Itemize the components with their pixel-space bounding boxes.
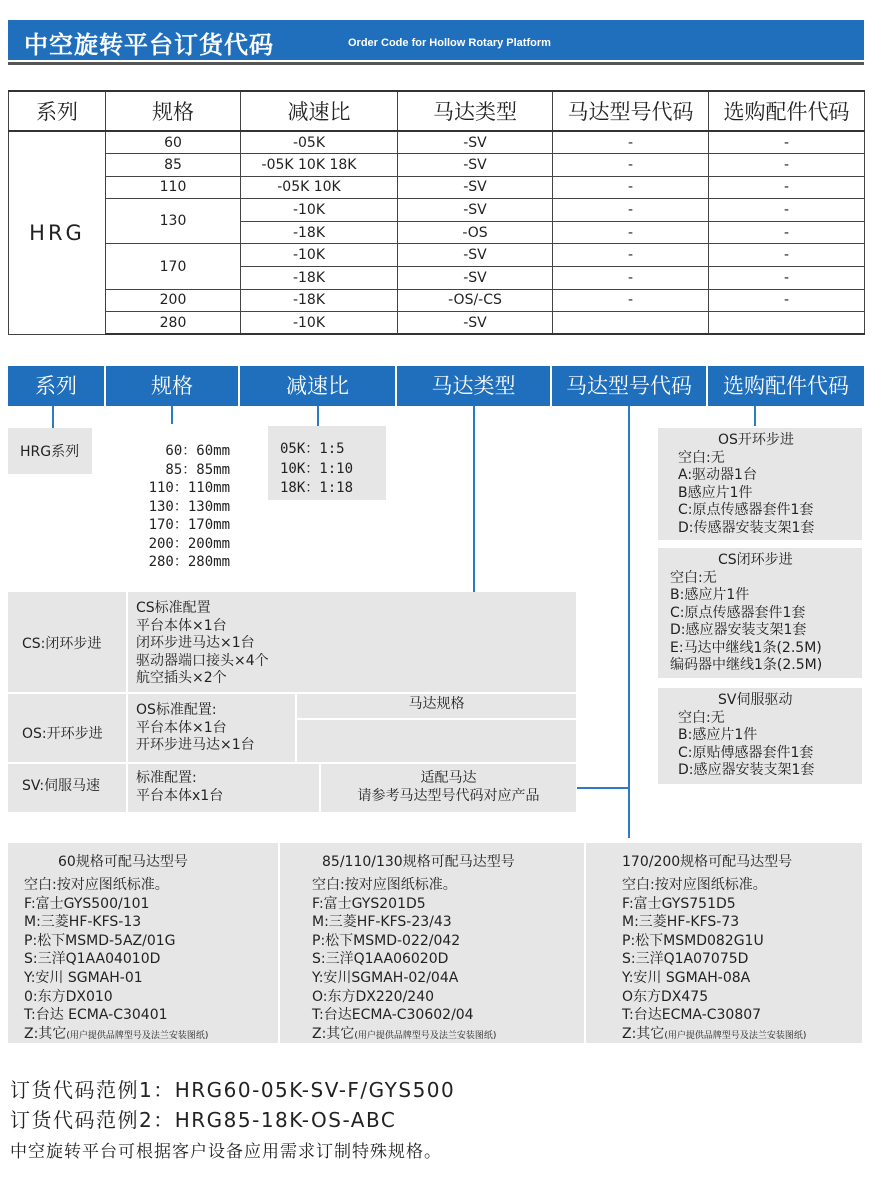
motor-list xyxy=(622,876,806,1045)
motor-item: O:东方DX220/240 xyxy=(312,988,435,1005)
motor-item-other-note: (用户提供品牌型号及法兰安装图纸) xyxy=(354,1030,497,1041)
col-header-motor-code: 马达型号代码 xyxy=(553,91,709,131)
motor-code-cell: - xyxy=(553,244,709,267)
motor-table-170-200 xyxy=(586,843,862,1043)
motor-list xyxy=(312,876,496,1045)
motor-item: 0:东方DX010 xyxy=(24,988,113,1005)
motor-item: 空白:按对应图纸标准。 xyxy=(622,877,767,893)
cs-config-line: 航空插头×2个 xyxy=(136,670,227,686)
accessory-cell: - xyxy=(709,267,865,290)
motor-type-cell: -OS xyxy=(398,221,553,244)
col-header-ratio: 减速比 xyxy=(241,91,398,131)
ratio-cell: -10K xyxy=(241,199,398,222)
motor-item: S:三洋Q1AA04010D xyxy=(24,951,161,968)
motor-code-cell: - xyxy=(553,267,709,290)
motor-code-cell xyxy=(553,312,709,335)
bar-size: 规格 xyxy=(106,366,238,406)
header-banner xyxy=(8,20,864,60)
series-cell: HRG xyxy=(9,131,106,334)
table-row xyxy=(9,289,865,312)
size-item: 170：170mm xyxy=(148,517,230,533)
motor-item-other-code: Z:其它 xyxy=(24,1025,67,1042)
accessory-line: 空白:无 xyxy=(678,449,725,466)
accessory-line: E:马达中继线1条(2.5M) xyxy=(670,639,822,656)
motor-item: P:松下MSMD-5AZ/01G xyxy=(24,932,176,949)
accessory-line: C:原点传感器套件1套 xyxy=(670,604,806,621)
header-rule xyxy=(8,62,864,65)
order-example-2: 订货代码范例2：HRG85-18K-OS-ABC xyxy=(10,1108,397,1132)
motor-item: T:台达 ECMA-C30401 xyxy=(24,1007,168,1024)
motor-item-other-note: (用户提供品牌型号及法兰安装图纸) xyxy=(66,1030,209,1041)
motor-item: M:三菱HF-KFS-23/43 xyxy=(312,914,452,931)
order-example-1: 订货代码范例1：HRG60-05K-SV-F/GYS500 xyxy=(10,1078,456,1102)
size-cell: 200 xyxy=(106,289,241,312)
size-cell: 280 xyxy=(106,312,241,335)
motor-type-cell: -OS/-CS xyxy=(398,289,553,312)
connector-size xyxy=(171,406,173,424)
accessory-cell: - xyxy=(709,244,865,267)
size-cell: 85 xyxy=(106,154,241,177)
ratio-cell: -18K xyxy=(241,267,398,290)
sv-motor-ref xyxy=(321,770,576,805)
connector-accessory xyxy=(754,406,756,426)
accessory-cell: - xyxy=(709,221,865,244)
ratio-box xyxy=(268,426,386,500)
spec-table xyxy=(8,90,865,335)
motor-item: F:富士GYS500/101 xyxy=(24,895,150,912)
motor-type-cell: -SV xyxy=(398,244,553,267)
motor-type-cell: -SV xyxy=(398,176,553,199)
series-box xyxy=(8,428,92,474)
size-cell: 130 xyxy=(106,199,241,244)
ratio-cell: -05K xyxy=(241,131,398,154)
motor-type-cell: -SV xyxy=(398,312,553,335)
size-item: 110：110mm xyxy=(148,480,230,496)
motor-table-60 xyxy=(8,843,278,1043)
size-item: 280：280mm xyxy=(148,554,230,570)
motor-item: M:三菱HF-KFS-73 xyxy=(622,914,740,931)
os-config-line: 开环步进马达×1台 xyxy=(136,737,255,753)
accessory-line: 空白:无 xyxy=(678,709,725,726)
motor-item: T:台达ECMA-C30602/04 xyxy=(312,1007,474,1024)
table-row xyxy=(9,176,865,199)
config-block xyxy=(8,592,576,812)
motor-item: S:三洋Q1AA06020D xyxy=(312,951,449,968)
bar-motor-type: 马达类型 xyxy=(397,366,550,406)
ratio-item: 18K：1:18 xyxy=(280,480,354,496)
table-row xyxy=(9,154,865,177)
col-header-motor-type: 马达类型 xyxy=(398,91,553,131)
motor-type-cell: -SV xyxy=(398,267,553,290)
motor-type-cell: -SV xyxy=(398,131,553,154)
accessory-title: SV伺服驱动 xyxy=(718,692,793,708)
motor-code-cell: - xyxy=(553,199,709,222)
sv-motor-ref-line: 适配马达 xyxy=(420,770,477,786)
accessory-line: B感应片1件 xyxy=(678,484,753,501)
sv-config-line: 平台本体x1台 xyxy=(136,787,224,804)
accessory-line: D:感应器安装支架1套 xyxy=(678,762,815,778)
motor-item: 空白:按对应图纸标准。 xyxy=(312,877,457,893)
accessory-line: 空白:无 xyxy=(670,569,717,586)
os-motor-spec: 马达规格 xyxy=(408,696,465,712)
ratio-cell: -18K xyxy=(241,221,398,244)
motor-type-cell: -SV xyxy=(398,199,553,222)
table-row xyxy=(9,131,865,154)
ratio-cell: -10K xyxy=(241,244,398,267)
accessory-line: B:感应片1件 xyxy=(678,727,758,743)
motor-item: S:三洋Q1A07075D xyxy=(622,951,749,968)
accessory-line: D:感应器安装支架1套 xyxy=(670,622,807,638)
series-box-label: HRG系列 xyxy=(20,444,80,460)
table-row xyxy=(9,199,865,222)
motor-item-other-note: (用户提供品牌型号及法兰安装图纸) xyxy=(664,1030,807,1041)
motor-list xyxy=(24,876,208,1045)
motor-item: P:松下MSMD082G1U xyxy=(622,932,764,949)
col-header-series: 系列 xyxy=(9,91,106,131)
bar-accessory: 选购配件代码 xyxy=(708,366,864,406)
motor-table-title: 60规格可配马达型号 xyxy=(58,854,188,870)
accessory-cell: - xyxy=(709,176,865,199)
size-list xyxy=(118,442,230,572)
os-config-line: OS标准配置: xyxy=(136,702,217,718)
bar-series: 系列 xyxy=(8,366,104,406)
table-header-row xyxy=(9,91,865,131)
custom-note: 中空旋转平台可根据客户设备应用需求订制特殊规格。 xyxy=(10,1142,442,1162)
motor-table-title: 170/200规格可配马达型号 xyxy=(622,854,793,870)
motor-code-cell: - xyxy=(553,131,709,154)
motor-type-cell: -SV xyxy=(398,154,553,177)
motor-item: M:三菱HF-KFS-13 xyxy=(24,914,142,931)
os-label: OS:开环步进 xyxy=(22,726,103,742)
ratio-cell: -05K 10K 18K xyxy=(241,154,398,177)
accessory-cell: - xyxy=(709,131,865,154)
ratio-cell: -05K 10K xyxy=(241,176,398,199)
motor-item: Y:安川SGMAH-02/04A xyxy=(312,969,459,986)
accessory-cell: - xyxy=(709,154,865,177)
accessory-cell: - xyxy=(709,289,865,312)
size-item: 130：130mm xyxy=(148,498,230,515)
table-row xyxy=(9,312,865,335)
accessory-line: 编码器中继线1条(2.5M) xyxy=(670,657,823,673)
accessory-title: OS开环步进 xyxy=(718,432,794,448)
accessory-line: C:原点传感器套件1套 xyxy=(678,502,814,518)
ratio-item: 05K：1:5 xyxy=(280,441,345,457)
connector-series xyxy=(52,406,54,428)
motor-item: T:台达ECMA-C30807 xyxy=(622,1007,762,1024)
motor-code-cell: - xyxy=(553,221,709,244)
cs-config-line: 驱动器端口接头×4个 xyxy=(136,652,269,669)
motor-item-other xyxy=(622,1025,806,1046)
ratio-cell: -18K xyxy=(241,289,398,312)
cs-config-line: 闭环步进马达×1台 xyxy=(136,635,255,651)
os-config-line: 平台本体×1台 xyxy=(136,719,227,736)
ratio-item: 10K：1:10 xyxy=(280,460,354,477)
motor-code-cell: - xyxy=(553,154,709,177)
accessory-cell: - xyxy=(709,199,865,222)
size-item: 60：60mm xyxy=(165,443,230,459)
motor-item-other xyxy=(312,1025,496,1046)
connector-ratio xyxy=(317,406,319,426)
connector-config-to-code xyxy=(577,787,630,789)
cs-label: CS:闭环步进 xyxy=(22,636,102,652)
accessory-line: D:传感器安装支架1套 xyxy=(678,519,815,536)
motor-item-other xyxy=(24,1025,208,1046)
motor-item: P:松下MSMD-022/042 xyxy=(312,932,461,949)
bar-motor-code: 马达型号代码 xyxy=(552,366,706,406)
motor-item-other-code: Z:其它 xyxy=(622,1025,665,1042)
motor-item: Y:安川 SGMAH-08A xyxy=(622,969,751,986)
motor-table-title: 85/110/130规格可配马达型号 xyxy=(322,854,515,870)
col-header-size: 规格 xyxy=(106,91,241,131)
sv-label: SV:伺服马速 xyxy=(22,778,101,794)
size-cell: 60 xyxy=(106,131,241,154)
table-row xyxy=(9,244,865,267)
size-cell: 170 xyxy=(106,244,241,289)
cs-config-line: 平台本体×1台 xyxy=(136,617,227,634)
motor-item-other-code: Z:其它 xyxy=(312,1025,355,1042)
size-item: 200：200mm xyxy=(148,535,230,552)
sv-motor-ref-line: 请参考马达型号代码对应产品 xyxy=(357,787,540,804)
motor-item: F:富士GYS201D5 xyxy=(312,895,426,912)
size-cell: 110 xyxy=(106,176,241,199)
motor-code-cell: - xyxy=(553,289,709,312)
accessory-cs-box xyxy=(658,548,862,678)
sv-config xyxy=(136,770,223,805)
accessory-title: CS闭环步进 xyxy=(718,552,793,568)
accessory-line: B:感应片1件 xyxy=(670,587,750,603)
accessory-line: A:驱动器1台 xyxy=(678,467,757,483)
page-title-en: Order Code for Hollow Rotary Platform xyxy=(348,37,551,49)
size-item: 85：85mm xyxy=(165,461,230,478)
cs-config xyxy=(136,600,269,688)
motor-item: F:富士GYS751D5 xyxy=(622,895,736,912)
motor-code-cell: - xyxy=(553,176,709,199)
os-config xyxy=(136,702,255,755)
accessory-cell xyxy=(709,312,865,335)
motor-item: O东方DX475 xyxy=(622,988,709,1005)
connector-motor-code xyxy=(628,406,630,838)
accessory-line: C:原贴傅感器套件1套 xyxy=(678,744,814,761)
sv-config-line: 标准配置: xyxy=(136,770,197,786)
connector-motor-type xyxy=(473,406,475,592)
cs-config-line: CS标准配置 xyxy=(136,600,211,616)
accessory-os-box xyxy=(658,428,862,540)
motor-item: Y:安川 SGMAH-01 xyxy=(24,969,143,986)
motor-table-85-130 xyxy=(280,843,584,1043)
page-title: 中空旋转平台订货代码 xyxy=(24,31,274,59)
col-header-accessory: 选购配件代码 xyxy=(709,91,865,131)
accessory-sv-box xyxy=(658,688,862,784)
bar-ratio: 减速比 xyxy=(240,366,395,406)
motor-item: 空白:按对应图纸标准。 xyxy=(24,877,169,893)
ratio-cell: -10K xyxy=(241,312,398,335)
